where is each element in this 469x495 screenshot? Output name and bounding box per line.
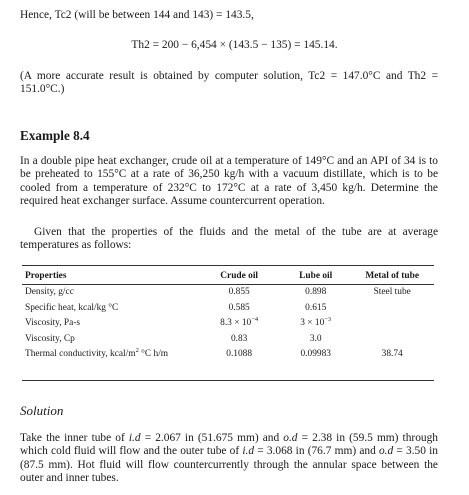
row-label-viscosity-pas: Viscosity, Pa-s [25,318,81,328]
table-row [25,333,435,349]
metal-specific-heat [349,302,435,318]
metal-viscosity-cp [349,333,435,349]
table-top-rule [22,265,434,266]
metal-density: Steel tube [373,287,411,297]
crude-viscosity-pas: $8.3 \times 10^{-4}$ [220,316,259,328]
col-header-crude-oil: Crude oil [220,271,259,281]
example-heading: Example 8.4 [20,128,90,143]
crude-specific-heat: 0.585 [228,302,250,313]
table-bottom-rule [22,380,434,381]
col-header-properties: Properties [25,271,67,281]
lube-thermal-conductivity: 0.09983 [300,349,331,359]
lube-density: 0.898 [305,287,327,297]
table-row [25,317,435,333]
col-header-metal: Metal of tube [365,271,420,281]
tc2-result-line: Hence, Tc2 (will be between 144 and 143) = 143.5, [20,9,254,21]
accuracy-note: (A more accurate result is obtained by computer solution, Tc2 = 147.0°C and Th2 = 151.0°C.) [20,70,438,96]
table-row [25,348,435,364]
row-label-density: Density, g/cc [25,287,74,297]
lube-viscosity-cp: 3.0 [309,333,322,344]
row-label-thermal-conductivity: Thermal conductivity, kcal/$m^2$ °C h/m [25,347,169,359]
table-header-row [25,270,435,286]
metal-viscosity-pas [349,317,435,333]
lube-specific-heat: 0.615 [305,302,327,313]
row-label-viscosity-cp: Viscosity, Cp [25,333,75,344]
given-statement: Given that the properties of the fluids and the metal of the tube are at average temperatures as follows: [20,226,438,252]
problem-statement: In a double pipe heat exchanger, crude oil at a temperature of 149°C and an API of 34 is to be preheated to 155°C at a rate of 36,250 kg/h with a vacuum distillate, which is to be cooled from a temperature of 232°C to 172°C at a rate of 3,450 kg/h. Determine the required heat exchanger surface. Assume countercurrent operation. [20,155,438,207]
table-row [25,302,435,318]
properties-table [25,270,435,364]
lube-viscosity-pas: $3 \times 10^{-3}$ [300,316,332,328]
solution-heading: Solution [20,403,64,418]
crude-viscosity-cp: 0.83 [230,333,248,344]
solution-text: Take the inner tube of i.d = 2.067 in (51.675 mm) and o.d = 2.38 in (59.5 mm) through which cold fluid will flow and the outer tube of i.d = 3.068 in (76.7 mm) and o.d = 3.50 in (87.5 mm). Hot fluid will flow countercurrently through the annular space between the outer and inner tubes. [20,432,438,484]
crude-thermal-conductivity: 0.1088 [226,349,253,359]
col-header-lube-oil: Lube oil [299,271,333,281]
metal-thermal-conductivity: 38.74 [381,349,403,359]
row-label-specific-heat: Specific heat, kcal/kg °C [25,302,119,313]
table-row [25,286,435,302]
crude-density: 0.855 [228,287,250,297]
th2-equation: Th2 = 200 − 6,454 × (143.5 − 135) = 145.14. [131,39,338,51]
